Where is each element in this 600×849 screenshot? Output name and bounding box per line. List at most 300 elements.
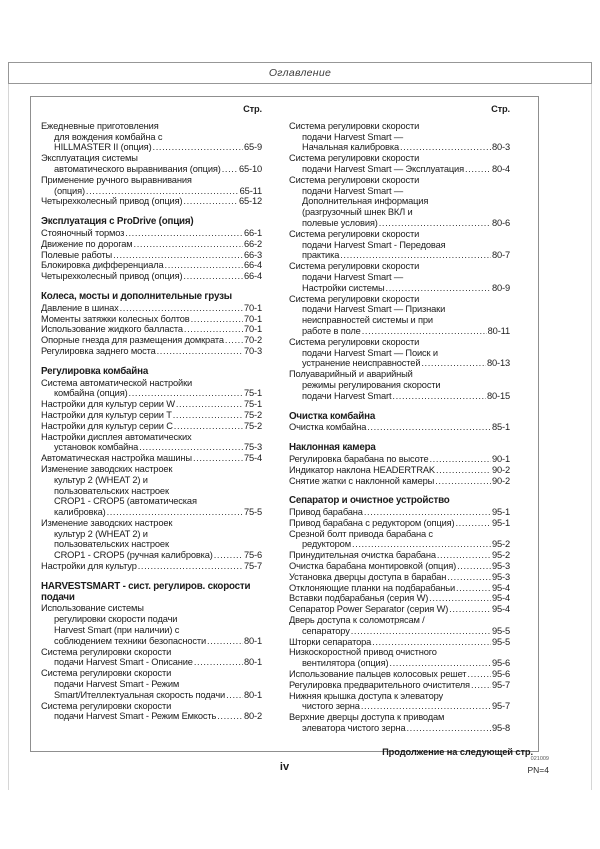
entry-text-line: подачи Harvest Smart — bbox=[302, 131, 403, 142]
entry-text-line: Стояночный тормоз bbox=[41, 227, 125, 238]
entry-text-line: Система регулировки скорости bbox=[41, 668, 172, 679]
entry-text-line: подачи Harvest Smart - Режим Емкость bbox=[54, 711, 217, 722]
toc-entry bbox=[289, 507, 510, 518]
dot-leader bbox=[429, 593, 491, 604]
page-number: 80-4 bbox=[491, 163, 510, 174]
entry-text-line: подачи Harvest Smart - Передовая bbox=[302, 239, 446, 250]
dot-leader bbox=[139, 442, 243, 453]
dot-leader bbox=[194, 657, 243, 668]
entry-text-line: Давление в шинах bbox=[41, 302, 119, 313]
section-heading: Сепаратор и очистное устройство bbox=[289, 495, 450, 507]
entry-text-line: Движение по дорогам bbox=[41, 238, 133, 249]
left-column bbox=[41, 104, 262, 758]
entry-page-line bbox=[289, 637, 510, 648]
entry-text-line: Индикатор наклона HEADERTRAK bbox=[289, 464, 435, 475]
page-number: 95-5 bbox=[491, 636, 510, 647]
entry-text-line: Установка дверцы доступа в барабан bbox=[289, 571, 447, 582]
entry-page-line bbox=[54, 711, 262, 722]
toc-entry bbox=[289, 476, 510, 487]
dot-leader bbox=[457, 561, 491, 572]
entry-text-line: Привод барабана bbox=[289, 507, 363, 518]
toc-entry bbox=[289, 593, 510, 604]
dot-leader bbox=[214, 550, 243, 561]
entry-text-line: Принудительная очистка барабана bbox=[289, 550, 436, 561]
page-number: 95-6 bbox=[491, 669, 510, 680]
page-number: 95-1 bbox=[491, 507, 510, 518]
entry-text-line: Изменение заводских настроек bbox=[41, 463, 173, 474]
toc-entry bbox=[289, 583, 510, 594]
toc-entry bbox=[41, 346, 262, 357]
page-number: 66-2 bbox=[243, 238, 262, 249]
page-number: 80-6 bbox=[491, 217, 510, 228]
entry-page-line bbox=[41, 410, 262, 421]
page-number: 90-2 bbox=[491, 475, 510, 486]
toc-entry bbox=[41, 228, 262, 239]
toc-section bbox=[41, 582, 262, 722]
dot-leader bbox=[113, 250, 243, 261]
toc-entry bbox=[289, 518, 510, 529]
dot-leader bbox=[222, 164, 238, 175]
page-title: Оглавление bbox=[268, 67, 332, 79]
folio-page-number: iv bbox=[279, 761, 290, 773]
entry-text-line: культур 2 (WHEAT 2) и bbox=[54, 528, 148, 539]
page-number: 70-1 bbox=[243, 313, 262, 324]
entry-page-line bbox=[54, 164, 262, 175]
entry-text-line: пользовательских настроек bbox=[54, 539, 169, 550]
entry-page-line bbox=[54, 550, 262, 561]
entry-text-line: Настройки системы bbox=[302, 282, 385, 293]
entry-page-line bbox=[41, 196, 262, 207]
page-number: 95-7 bbox=[491, 701, 510, 712]
section-heading: Очистка комбайна bbox=[289, 410, 376, 422]
entry-text-line: Полуаварийный и аварийный bbox=[289, 369, 413, 380]
toc-entry bbox=[289, 615, 510, 637]
entry-page-line bbox=[302, 658, 510, 669]
entry-text-line: установок комбайна bbox=[54, 442, 139, 453]
entry-page-line bbox=[54, 657, 262, 668]
entry-text-line: (опция) bbox=[54, 185, 85, 196]
entry-text-line: подачи Harvest Smart — Поиск и bbox=[302, 347, 438, 358]
right-column-sections bbox=[289, 121, 510, 734]
dot-leader bbox=[107, 507, 243, 518]
toc-entry bbox=[41, 303, 262, 314]
toc-entry bbox=[41, 175, 262, 197]
entry-page-line bbox=[54, 636, 262, 647]
toc-entry bbox=[289, 369, 510, 401]
entry-page-line bbox=[54, 442, 262, 453]
entry-page-line bbox=[302, 218, 510, 229]
toc-content-box bbox=[30, 96, 539, 757]
entry-text-line: Эксплуатация системы bbox=[41, 153, 138, 164]
section-heading: HARVESTSMART - сист. регулиров. скорости подачи bbox=[41, 580, 251, 603]
dot-leader bbox=[120, 303, 243, 314]
dot-leader bbox=[351, 626, 491, 637]
toc-entry bbox=[289, 121, 510, 153]
toc-entry bbox=[289, 604, 510, 615]
toc-entry bbox=[289, 229, 510, 261]
page-number: 95-4 bbox=[491, 582, 510, 593]
toc-entry bbox=[41, 421, 262, 432]
entry-text-line: Система регулировки скорости bbox=[41, 646, 172, 657]
dot-leader bbox=[173, 410, 243, 421]
dot-leader bbox=[429, 454, 491, 465]
page-number: 75-1 bbox=[243, 388, 262, 399]
entry-text-line: Начальная калибровка bbox=[302, 142, 399, 153]
entry-page-line bbox=[41, 561, 262, 572]
entry-text-line: Система регулировки скорости bbox=[41, 700, 172, 711]
page-number: 75-3 bbox=[243, 442, 262, 453]
entry-page-line bbox=[41, 453, 262, 464]
entry-page-line bbox=[41, 271, 262, 282]
page-number: 80-1 bbox=[243, 657, 262, 668]
toc-section bbox=[289, 412, 510, 434]
entry-text-line: Регулировка предварительного очистителя bbox=[289, 679, 470, 690]
entry-page-line bbox=[302, 358, 510, 369]
dot-leader bbox=[367, 422, 491, 433]
entry-text-line: CROP1 - CROP5 (ручная калибровка) bbox=[54, 550, 213, 561]
page-number: 95-7 bbox=[491, 679, 510, 690]
dot-leader bbox=[372, 637, 491, 648]
entry-text-line: неисправностей системы и при bbox=[302, 315, 433, 326]
entry-text-line: Сепаратор Power Separator (серия W) bbox=[289, 604, 449, 615]
page-number: 80-3 bbox=[491, 142, 510, 153]
toc-entry bbox=[289, 572, 510, 583]
toc-entry bbox=[289, 550, 510, 561]
entry-text-line: подачи Harvest Smart bbox=[302, 390, 392, 401]
dot-leader bbox=[362, 326, 487, 337]
entry-text-line: Вставки подбарабанья (серия W) bbox=[289, 593, 429, 604]
entry-text-line: Очистка комбайна bbox=[289, 422, 367, 433]
dot-leader bbox=[400, 142, 491, 153]
entry-page-line bbox=[289, 518, 510, 529]
entry-page-line bbox=[289, 572, 510, 583]
entry-text-line: Система автоматической настройки bbox=[41, 377, 193, 388]
entry-text-line: HILLMASTER II (опция) bbox=[54, 142, 152, 153]
entry-page-line bbox=[289, 507, 510, 518]
page-number: 66-3 bbox=[243, 249, 262, 260]
entry-text-line: Моменты затяжки колесных болтов bbox=[41, 313, 190, 324]
page-number: 90-1 bbox=[491, 453, 510, 464]
entry-text-line: для вождения комбайна с bbox=[54, 131, 163, 142]
entry-text-line: Четырехколесный привод (опция) bbox=[41, 196, 183, 207]
entry-page-line bbox=[41, 250, 262, 261]
section-heading: Регулировка комбайна bbox=[41, 365, 149, 377]
entry-page-line bbox=[41, 260, 262, 271]
entry-page-line bbox=[41, 335, 262, 346]
dot-leader bbox=[435, 476, 491, 487]
dot-leader bbox=[421, 358, 486, 369]
dot-leader bbox=[129, 388, 243, 399]
dot-leader bbox=[183, 271, 243, 282]
entry-text-line: Низкоскоростной привод очистного bbox=[289, 647, 437, 658]
toc-entry bbox=[41, 647, 262, 669]
section-heading: Наклонная камера bbox=[289, 442, 376, 454]
entry-page-line bbox=[54, 388, 262, 399]
entry-page-line bbox=[302, 326, 510, 337]
entry-text-line: Дверь доступа к соломотрясам / bbox=[289, 615, 425, 626]
toc-entry bbox=[289, 175, 510, 229]
page-number: 95-1 bbox=[491, 517, 510, 528]
entry-page-line bbox=[289, 476, 510, 487]
entry-page-line bbox=[41, 324, 262, 335]
page-number: 75-5 bbox=[243, 507, 262, 518]
dot-leader bbox=[191, 314, 243, 325]
page-number: 95-5 bbox=[491, 625, 510, 636]
entry-text-line: пользовательских настроек bbox=[54, 485, 169, 496]
entry-text-line: Отклоняющие планки на подбарабаньи bbox=[289, 582, 455, 593]
entry-text-line: Система регулировки скорости bbox=[289, 174, 420, 185]
entry-text-line: подачи Harvest Smart — Признаки bbox=[302, 304, 446, 315]
entry-page-line bbox=[41, 228, 262, 239]
entry-text-line: (разгрузочный шнек ВКЛ и bbox=[302, 207, 413, 218]
entry-page-line bbox=[289, 561, 510, 572]
toc-section bbox=[289, 121, 510, 402]
dot-leader bbox=[467, 669, 491, 680]
entry-page-line bbox=[289, 604, 510, 615]
entry-text-line: Привод барабана с редуктором (опция) bbox=[289, 517, 455, 528]
entry-text-line: полевые условия) bbox=[302, 217, 378, 228]
toc-entry bbox=[289, 647, 510, 669]
entry-text-line: CROP1 - CROP5 (автоматическая bbox=[54, 496, 197, 507]
page-number: 65-12 bbox=[238, 196, 262, 207]
entry-text-line: редуктором bbox=[302, 539, 351, 550]
entry-text-line: автоматического выравнивания (опция) bbox=[54, 163, 221, 174]
entry-page-line bbox=[41, 346, 262, 357]
entry-page-line bbox=[302, 164, 510, 175]
page-number: 90-2 bbox=[491, 464, 510, 475]
entry-page-line bbox=[302, 391, 510, 402]
entry-text-line: Нижняя крышка доступа к элеватору bbox=[289, 690, 444, 701]
dot-leader bbox=[207, 636, 243, 647]
dot-leader bbox=[165, 260, 243, 271]
entry-page-line bbox=[289, 583, 510, 594]
entry-page-line bbox=[289, 593, 510, 604]
dot-leader bbox=[174, 421, 243, 432]
entry-page-line bbox=[302, 626, 510, 637]
entry-text-line: подачи Harvest Smart — bbox=[302, 271, 403, 282]
entry-text-line: Smart/Ителлектуальная скорость подачи bbox=[54, 689, 226, 700]
dot-leader bbox=[184, 324, 243, 335]
entry-text-line: подачи Harvest Smart - Описание bbox=[54, 657, 193, 668]
toc-entry bbox=[289, 294, 510, 337]
dot-leader bbox=[157, 346, 243, 357]
entry-text-line: Настройки для культур bbox=[41, 561, 137, 572]
entry-text-line: подачи Harvest Smart - Режим bbox=[54, 679, 180, 690]
toc-entry bbox=[41, 121, 262, 153]
entry-text-line: Регулировка барабана по высоте bbox=[289, 453, 429, 464]
page-number: 80-11 bbox=[487, 325, 510, 336]
dot-leader bbox=[225, 335, 243, 346]
entry-text-line: соблюдением техники безопасности bbox=[54, 635, 207, 646]
entry-page-line bbox=[302, 250, 510, 261]
left-column-page-header: Стр. bbox=[243, 104, 262, 114]
toc-entry bbox=[289, 561, 510, 572]
entry-page-line bbox=[289, 550, 510, 561]
dot-leader bbox=[134, 239, 243, 250]
toc-entry bbox=[289, 465, 510, 476]
entry-page-line bbox=[289, 454, 510, 465]
dot-leader bbox=[176, 399, 243, 410]
toc-entry bbox=[41, 153, 262, 175]
toc-entry bbox=[289, 261, 510, 293]
toc-entry bbox=[289, 680, 510, 691]
toc-section bbox=[41, 367, 262, 572]
entry-page-line bbox=[289, 465, 510, 476]
entry-text-line: Система регулировки скорости bbox=[289, 120, 420, 131]
print-code: 021009 bbox=[530, 756, 549, 762]
entry-page-line bbox=[302, 283, 510, 294]
entry-text-line: Дополнительная информация bbox=[302, 196, 429, 207]
entry-page-line bbox=[289, 669, 510, 680]
header-band bbox=[8, 62, 592, 84]
dot-leader bbox=[437, 550, 491, 561]
toc-entry bbox=[41, 518, 262, 561]
right-column-page-header: Стр. bbox=[491, 104, 510, 114]
dot-leader bbox=[465, 164, 491, 175]
toc-entry bbox=[289, 422, 510, 433]
toc-entry bbox=[289, 337, 510, 369]
entry-text-line: Использование жидкого балласта bbox=[41, 324, 183, 335]
toc-entry bbox=[41, 464, 262, 518]
dot-leader bbox=[138, 561, 243, 572]
page-number: 95-4 bbox=[491, 604, 510, 615]
entry-text-line: режимы регулирования скорости bbox=[302, 379, 441, 390]
toc-entry bbox=[41, 410, 262, 421]
entry-text-line: Harvest Smart (при наличии) с bbox=[54, 625, 180, 636]
toc-entry bbox=[41, 335, 262, 346]
page-number: 70-1 bbox=[243, 324, 262, 335]
toc-entry bbox=[289, 712, 510, 734]
dot-leader bbox=[389, 658, 491, 669]
dot-leader bbox=[361, 701, 491, 712]
page-number: 75-6 bbox=[243, 550, 262, 561]
entry-text-line: Система регулировки скорости bbox=[289, 261, 420, 272]
entry-text-line: работе в поле bbox=[302, 325, 361, 336]
entry-text-line: Использование пальцев колосовых решет bbox=[289, 669, 467, 680]
entry-text-line: вентилятора (опция) bbox=[302, 658, 389, 669]
right-column bbox=[289, 104, 533, 758]
dot-leader bbox=[217, 711, 243, 722]
continuation-note: Продолжение на следующей стр. bbox=[382, 746, 533, 757]
toc-entry bbox=[41, 260, 262, 271]
dot-leader bbox=[183, 196, 238, 207]
entry-page-line bbox=[54, 507, 262, 518]
dot-leader bbox=[447, 572, 491, 583]
entry-page-line bbox=[54, 142, 262, 153]
entry-text-line: Автоматическая настройка машины bbox=[41, 453, 192, 464]
dot-leader bbox=[471, 680, 491, 691]
entry-text-line: элеватора чистого зерна bbox=[302, 723, 406, 734]
entry-text-line: Четырехколесный привод (опция) bbox=[41, 271, 183, 282]
page-number: 85-1 bbox=[491, 422, 510, 433]
entry-text-line: Полевые работы bbox=[41, 249, 113, 260]
entry-text-line: комбайна (опция) bbox=[54, 388, 128, 399]
toc-entry bbox=[41, 271, 262, 282]
entry-page-line bbox=[289, 422, 510, 433]
toc-section bbox=[41, 292, 262, 357]
toc-entry bbox=[289, 153, 510, 175]
toc-entry bbox=[41, 324, 262, 335]
toc-entry bbox=[41, 561, 262, 572]
page-number: 80-1 bbox=[243, 689, 262, 700]
page-number: 70-1 bbox=[243, 302, 262, 313]
page-number: 70-2 bbox=[243, 335, 262, 346]
toc-entry bbox=[41, 250, 262, 261]
dot-leader bbox=[352, 539, 491, 550]
dot-leader bbox=[226, 690, 243, 701]
entry-page-line bbox=[54, 690, 262, 701]
page-number: 75-2 bbox=[243, 409, 262, 420]
entry-text-line: культур 2 (WHEAT 2) и bbox=[54, 474, 148, 485]
entry-text-line: Срезной болт привода барабана с bbox=[289, 528, 433, 539]
entry-text-line: Очистка барабана монтировкой (опция) bbox=[289, 561, 457, 572]
page-number: 80-1 bbox=[243, 635, 262, 646]
dot-leader bbox=[392, 391, 486, 402]
entry-text-line: сепаратору bbox=[302, 625, 350, 636]
toc-entry bbox=[41, 701, 262, 723]
entry-text-line: Регулировка заднего моста bbox=[41, 345, 156, 356]
dot-leader bbox=[455, 518, 491, 529]
toc-entry bbox=[41, 196, 262, 207]
entry-text-line: Система регулировки скорости bbox=[289, 153, 420, 164]
toc-section bbox=[41, 121, 262, 207]
entry-text-line: Настройки для культур серии C bbox=[41, 420, 173, 431]
toc-section bbox=[289, 496, 510, 734]
dot-leader bbox=[340, 250, 491, 261]
entry-page-line bbox=[54, 186, 262, 197]
entry-text-line: Настройки для культур серии T bbox=[41, 409, 172, 420]
section-heading: Эксплуатация с ProDrive (опция) bbox=[41, 216, 194, 228]
toc-entry bbox=[41, 668, 262, 700]
entry-page-line bbox=[41, 314, 262, 325]
page-number: 66-4 bbox=[243, 260, 262, 271]
page-number: 66-4 bbox=[243, 271, 262, 282]
page-number: 80-13 bbox=[486, 358, 510, 369]
page-number: 65-11 bbox=[239, 185, 262, 196]
toc-section bbox=[41, 217, 262, 282]
page-number: 95-2 bbox=[491, 539, 510, 550]
entry-text-line: калибровка) bbox=[54, 507, 106, 518]
dot-leader bbox=[379, 218, 491, 229]
toc-entry bbox=[41, 603, 262, 646]
dot-leader bbox=[386, 283, 491, 294]
dot-leader bbox=[86, 186, 239, 197]
toc-entry bbox=[41, 378, 262, 400]
left-column-sections bbox=[41, 121, 262, 722]
entry-text-line: Применение ручного выравнивания bbox=[41, 174, 192, 185]
page-number: 70-3 bbox=[243, 345, 262, 356]
page-number: 80-15 bbox=[486, 390, 510, 401]
page-number: 95-8 bbox=[491, 723, 510, 734]
page-number: 95-3 bbox=[491, 561, 510, 572]
section-heading: Колеса, мосты и дополнительные грузы bbox=[41, 290, 232, 302]
entry-text-line: Изменение заводских настроек bbox=[41, 517, 173, 528]
entry-text-line: Шторки сепаратора bbox=[289, 636, 372, 647]
toc-entry bbox=[41, 314, 262, 325]
dot-leader bbox=[436, 465, 491, 476]
page-number: 75-1 bbox=[243, 399, 262, 410]
page-number: 65-10 bbox=[238, 163, 262, 174]
toc-section bbox=[289, 443, 510, 486]
toc-columns bbox=[31, 97, 538, 758]
page-number: 75-7 bbox=[243, 561, 262, 572]
entry-text-line: устранение неисправностей bbox=[302, 358, 421, 369]
dot-leader bbox=[364, 507, 491, 518]
entry-text-line: Настройки дисплея автоматических bbox=[41, 431, 192, 442]
entry-page-line bbox=[302, 539, 510, 550]
page-number: 95-2 bbox=[491, 550, 510, 561]
dot-leader bbox=[449, 604, 491, 615]
